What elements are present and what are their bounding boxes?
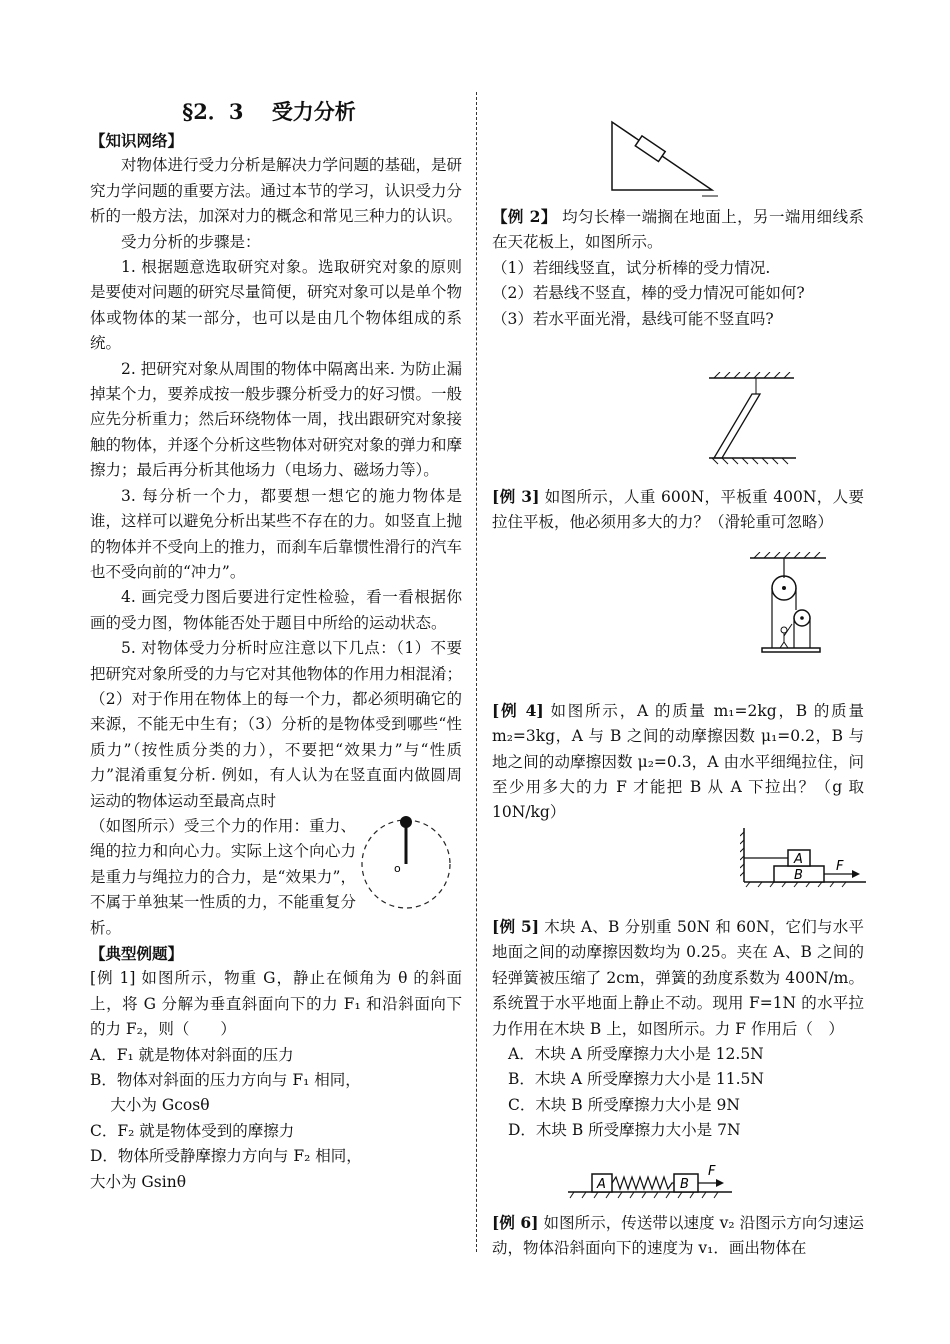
- spring-force-f-label: F: [708, 1163, 716, 1179]
- step-1: 1. 根据题意选取研究对象。选取研究对象的原则是要使对问题的研究尽量简便，研究对象可以是单个物体或物体的某一部分，也可以是由几个物体组成的系统。: [90, 258, 463, 353]
- example-2: [492, 204, 864, 256]
- example-5-text: 木块 A、B 分别重 50N 和 60N，它们与水平地面之间的动摩擦因数均为 0.25。夹在 A、B 之间的轻弹簧被压缩了 2cm，弹簧的劲度系数为 400N/m。系统置于水平地面上静止不动。现用 F=1N 的水平拉力作用在木块 B 上，如图所示。力 F 作用后（ ）: [492, 917, 864, 1038]
- intro-paragraph: 对物体进行受力分析是解决力学问题的基础，是研究力学问题的重要方法。通过本节的学习，认识受力分析的一般方法，加深对力的概念和常见三种力的认识。: [90, 156, 463, 226]
- example-3: [492, 484, 864, 536]
- example-4-label: [例 4]: [492, 700, 544, 720]
- example-2-item: （2）若悬线不竖直，棒的受力情况可能如何?: [492, 284, 805, 303]
- example-2-label: 【例 2】: [492, 207, 557, 226]
- example-1-text: 如图所示，物重 G，静止在倾角为 θ 的斜面上，将 G 分解为垂直斜面向下的力 F₁ 和沿斜面向下的力 F₂，则（ ）: [90, 969, 462, 1039]
- steps-intro: 受力分析的步骤是：: [121, 232, 261, 251]
- example-1-option: A．F₁ 就是物体对斜面的压力: [90, 1045, 294, 1064]
- step-5: 5. 对物体受力分析时应注意以下几点：（1）不要把研究对象所受的力与它对其他物体的作用力相混淆；（2）对于作用在物体上的每一个力，都必须明确它的来源，不能无中生有；（3）分析的是物体受到哪些“性质力”（按性质分类的力），不要把“效果力”与“性质力”混淆重复分析. 例如，有人认为在竖直面内做圆周运动的物体运动至最高点时: [90, 639, 463, 810]
- spring-block-b-label: B: [680, 1176, 689, 1192]
- example-2-item: （1）若细线竖直，试分析棒的受力情况.: [492, 258, 771, 277]
- left-column: [90, 96, 462, 1195]
- example-5-option: C．木块 B 所受摩擦力大小是 9N: [508, 1095, 740, 1114]
- section-examples-heading: 【典型例题】: [90, 944, 184, 963]
- example-3-label: [例 3]: [492, 487, 540, 507]
- spring-blocks-figure: [566, 1162, 736, 1202]
- block-a-label: A: [794, 851, 803, 867]
- example-1-option: 大小为 Gcosθ: [90, 1096, 210, 1115]
- step-2: 2. 把研究对象从周围的物体中隔离出来. 为防止漏掉某个力，要养成按一般步骤分析受力的好习惯。一般应先分析重力；然后环绕物体一周，找出跟研究对象接触的物体，并逐个分析这些物体对研究对象的弹力和摩擦力；最后再分析其他场力（电场力、磁场力等）。: [90, 359, 463, 480]
- example-1-option: B．物体对斜面的压力方向与 F₁ 相同，: [90, 1071, 361, 1090]
- rod-figure: [704, 372, 804, 470]
- right-column: [492, 96, 864, 1261]
- example-5: [492, 914, 864, 1042]
- pulley-figure: [746, 552, 830, 664]
- example-1-option: D．物体所受静摩擦力方向与 F₂ 相同，: [90, 1147, 362, 1166]
- example-5-option: A．木块 A 所受摩擦力大小是 12.5N: [508, 1044, 764, 1063]
- incline-figure: [572, 114, 722, 204]
- example-3-text: 如图所示，人重 600N，平板重 400N，人要拉住平板，他必须用多大的力？（滑轮重可忽略）: [492, 488, 864, 532]
- blocks-a-b-figure: [740, 826, 870, 888]
- example-1: [90, 966, 462, 1042]
- example-5-option: B．木块 A 所受摩擦力大小是 11.5N: [508, 1070, 764, 1089]
- example-1-label: [例 1]: [90, 969, 136, 988]
- example-2-text: 均匀长棒一端搁在地面上，另一端用细线系在天花板上，如图所示。: [492, 208, 864, 252]
- example-5-label: [例 5]: [492, 916, 540, 936]
- block-b-label: B: [794, 867, 803, 883]
- page-title: §2．3 受力分析: [182, 99, 356, 124]
- step-4: 4. 画完受力图后要进行定性检验，看一看根据你画的受力图，物体能否处于题目中所给的运动状态。: [90, 588, 462, 632]
- example-6: [492, 1210, 864, 1262]
- example-6-text: 如图所示，传送带以速度 v₂ 沿图示方向匀速运动，物体沿斜面向下的速度为 v₁．画出物体在: [492, 1213, 864, 1257]
- example-6-label: [例 6]: [492, 1212, 539, 1232]
- example-4-text: 如图所示，A 的质量 m₁=2kg，B 的质量 m₂=3kg，A 与 B 之间的动摩擦因数 μ₁=0.2，B 与地之间的动摩擦因数 μ₂=0.3，A 由水平细绳拉住，问至少用多大的力 F 才能把 B 从 A 下拉出？（g 取 10N/kg）: [492, 701, 864, 822]
- step-5-continued: [90, 814, 462, 941]
- step-3: 3. 每分析一个力，都要想一想它的施力物体是谁，这样可以避免分析出某些不存在的力。如竖直上抛的物体并不受向上的推力，而刹车后靠惯性滑行的汽车也不受向前的“冲力”。: [90, 486, 463, 581]
- step-5-text-b: （如图所示）受三个力的作用：重力、绳的拉力和向心力。实际上这个向心力是重力与绳拉力的合力，是“效果力”，不属于单独某一性质的力，不能重复分析。: [90, 816, 356, 937]
- column-divider: [476, 92, 477, 1252]
- example-1-option: C．F₂ 就是物体受到的摩擦力: [90, 1121, 295, 1140]
- vertical-circle-figure: [360, 812, 470, 920]
- circle-center-label: o: [394, 861, 401, 875]
- example-1-option: 大小为 Gsinθ: [90, 1172, 187, 1191]
- example-2-item: （3）若水平面光滑，悬线可能不竖直吗?: [492, 309, 774, 328]
- spring-block-a-label: A: [597, 1176, 606, 1192]
- section-knowledge-heading: 【知识网络】: [90, 131, 184, 150]
- example-5-option: D．木块 B 所受摩擦力大小是 7N: [508, 1121, 741, 1140]
- example-4: [492, 698, 864, 826]
- force-f-label: F: [836, 858, 844, 874]
